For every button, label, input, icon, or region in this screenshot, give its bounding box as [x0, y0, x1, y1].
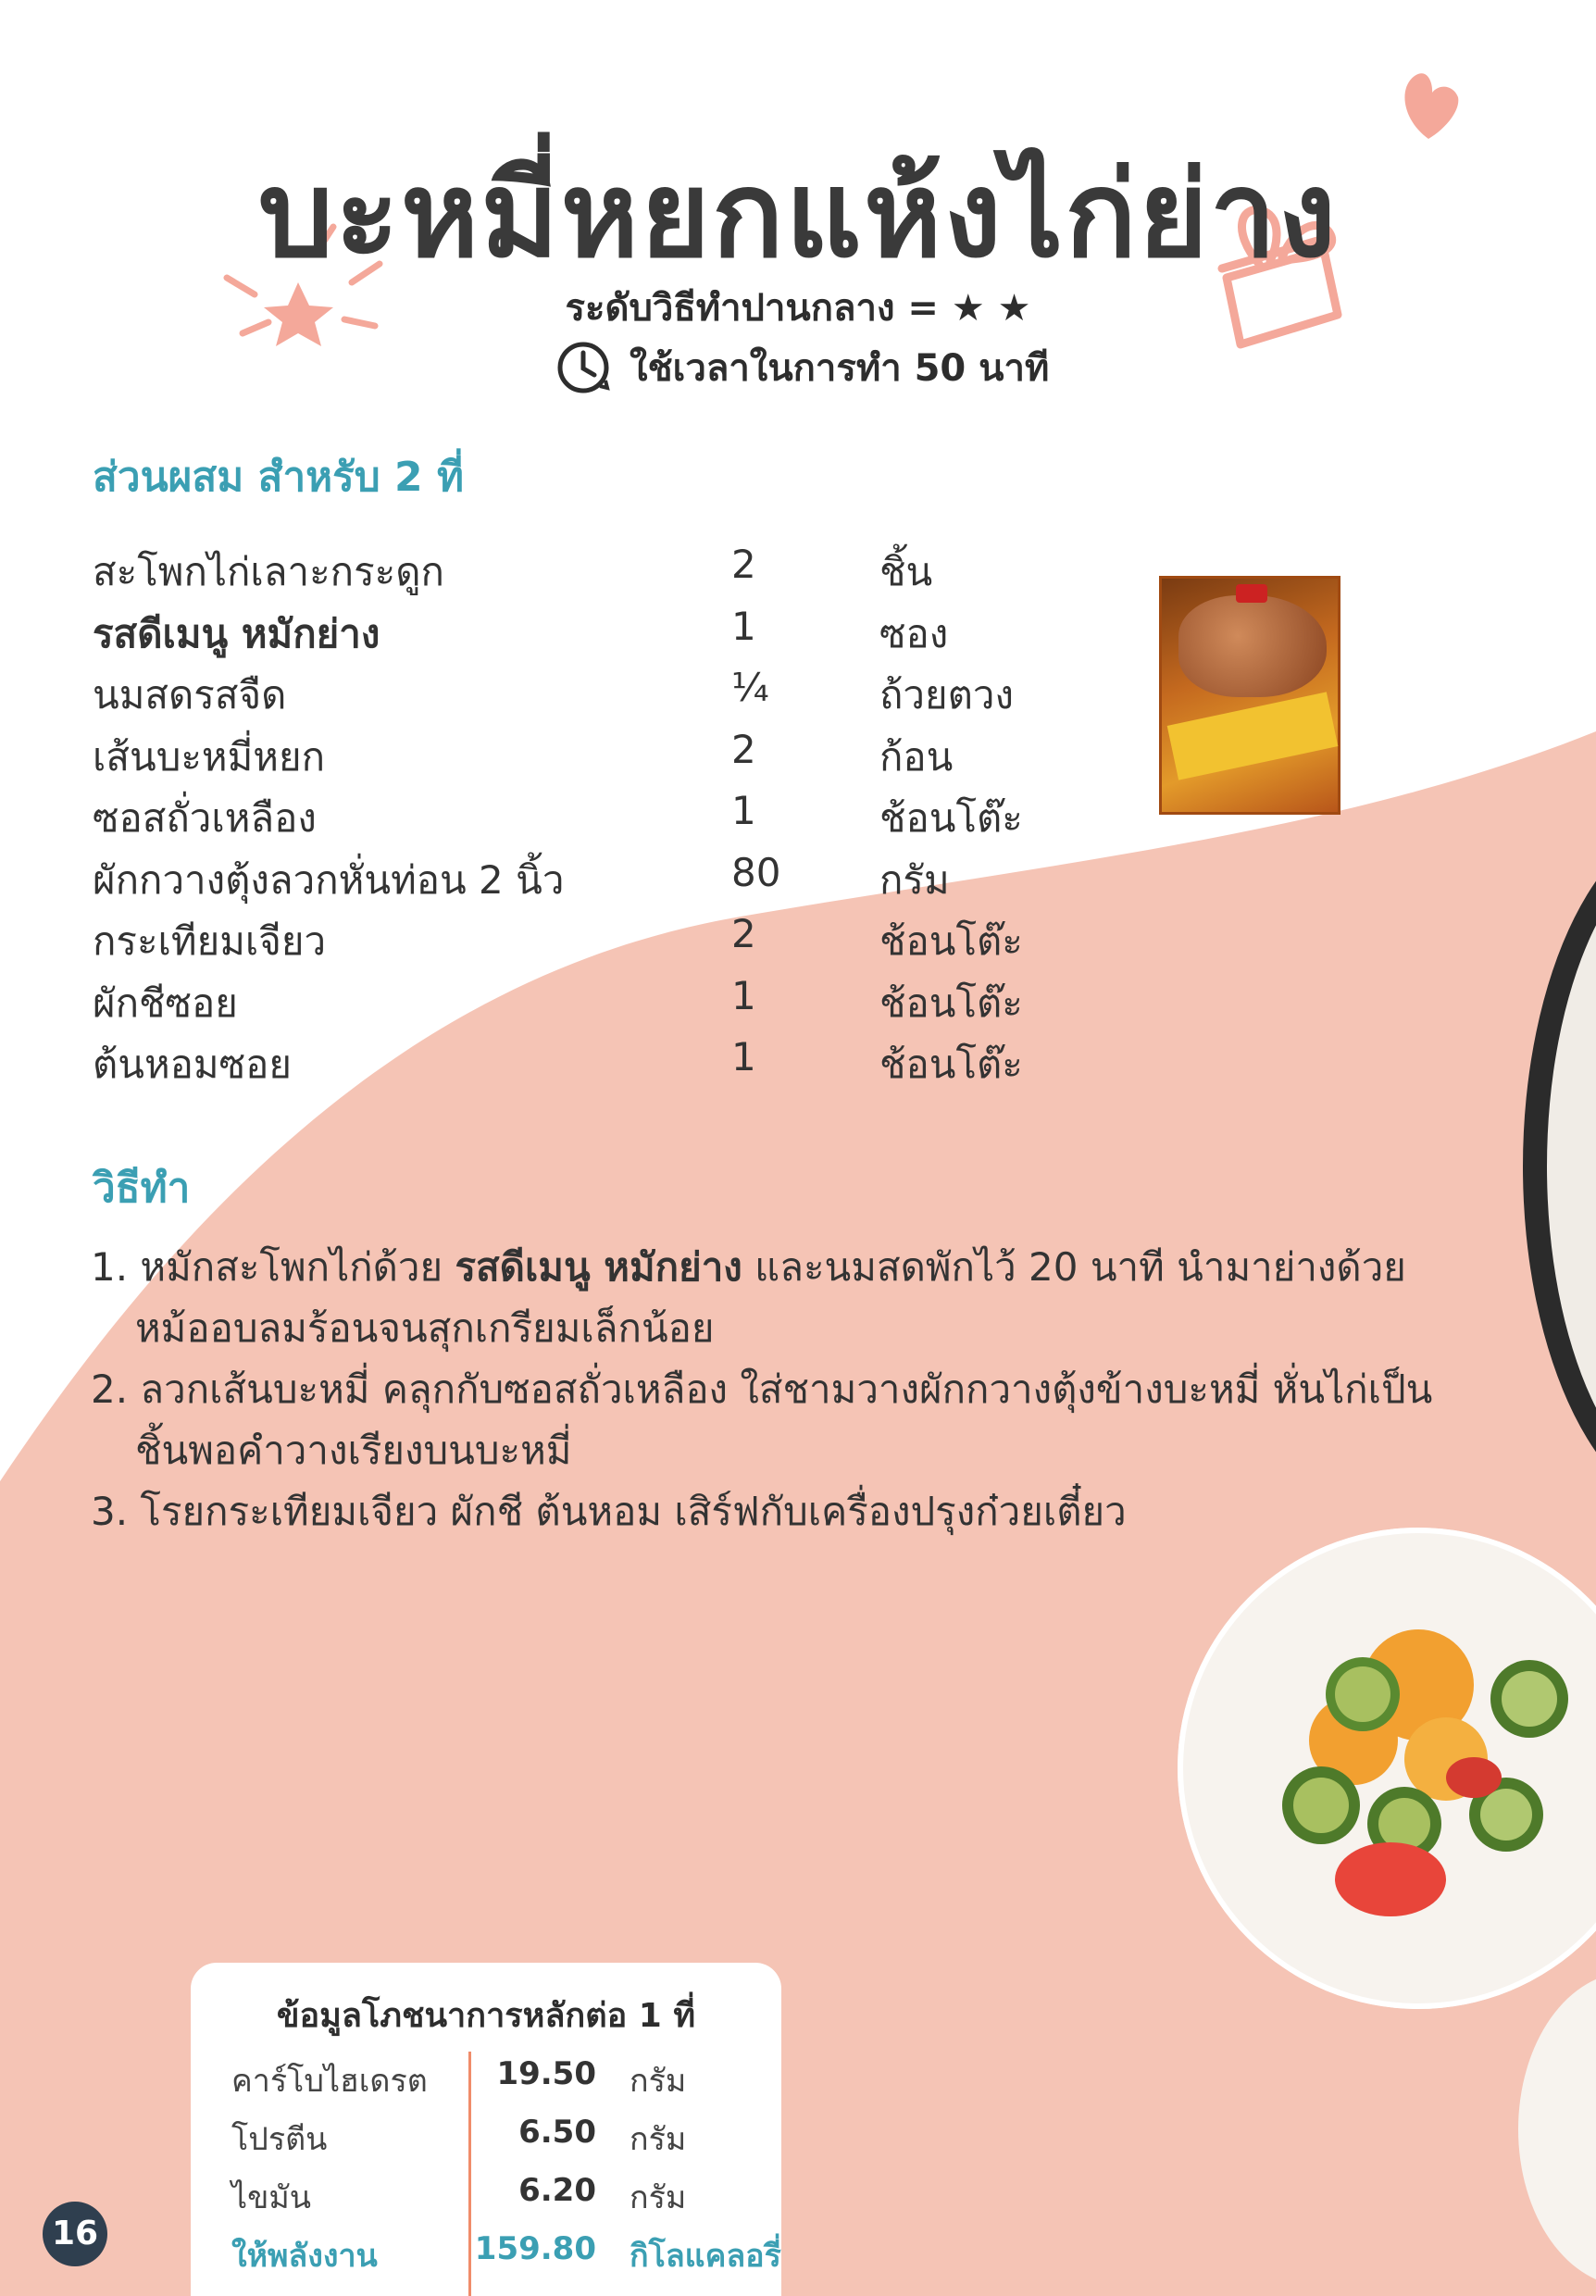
ingredient-unit: ถ้วยตวง: [879, 672, 1014, 718]
ingredient-qty: 1: [731, 788, 756, 833]
ingredients-heading: ส่วนผสม สำหรับ 2 ที่: [93, 454, 464, 501]
nutrient-label: ไขมัน: [231, 2179, 311, 2216]
difficulty-level: ระดับวิธีทำปานกลาง = ★ ★: [565, 287, 1031, 330]
packet-meat-photo: [1178, 595, 1327, 697]
step-text: 3. โรยกระเทียมเจียว ผักชี ต้นหอม เสิร์ฟกับเครื่องปรุงก๋วยเตี๋ยว: [91, 1489, 1127, 1534]
step-text: 2. ลวกเส้นบะหมี่ คลุกกับซอสถั่วเหลือง ใส่ชามวางผักกวางตุ้งข้างบะหมี่ หั่นไก่เป็นชิ้นพอคำวางเรียงบนบะหมี่: [91, 1366, 1433, 1473]
nutrient-unit: กรัม: [630, 2179, 687, 2216]
recipe-title: บะหมี่หยกแห้งไก่ย่าง: [257, 146, 1339, 284]
seasoning-packet-image: [1159, 576, 1340, 815]
nutrition-row: [231, 2114, 750, 2162]
step-product-name: รสดีเมนู หมักย่าง: [455, 1244, 742, 1290]
ingredient-name: ผักชีซอย: [93, 980, 238, 1026]
ingredient-unit: ซอง: [879, 610, 949, 656]
ingredient-name: ซอสถั่วเหลือง: [93, 795, 317, 841]
nutrition-row: [231, 2055, 750, 2103]
ingredient-name: รสดีเมนู หมักย่าง: [93, 610, 380, 656]
ingredient-unit: ช้อนโต๊ะ: [879, 795, 1023, 841]
ingredient-qty: 1: [731, 1034, 756, 1079]
method-step: [91, 1237, 1479, 1359]
ingredient-qty: 80: [731, 849, 781, 895]
brand-logo: [1236, 584, 1267, 603]
ingredient-name: เส้นบะหมี่หยก: [93, 733, 326, 780]
ingredient-qty: 2: [731, 911, 756, 956]
ingredient-unit: ชิ้น: [879, 549, 933, 594]
ingredient-unit: กรัม: [879, 856, 950, 903]
energy-label: ให้พลังงาน: [231, 2238, 378, 2275]
packet-label-band: [1167, 692, 1339, 780]
ingredient-qty: 1: [731, 972, 756, 1018]
step-text: 1. หมักสะโพกไก่ด้วย: [91, 1244, 455, 1290]
page-number: 16: [43, 2202, 107, 2266]
ingredient-unit: ช้อนโต๊ะ: [879, 980, 1023, 1026]
energy-value: 159.80: [474, 2230, 596, 2267]
ingredient-unit: ช้อนโต๊ะ: [879, 1042, 1023, 1087]
ingredient-name: ผักกวางตุ้งลวกหั่นท่อน 2 นิ้ว: [93, 856, 565, 903]
cooking-time: [555, 338, 1049, 397]
ingredient-name: ต้นหอมซอย: [93, 1042, 292, 1087]
nutrient-value: 6.20: [518, 2172, 596, 2209]
method-steps: [91, 1237, 1479, 1542]
ingredient-name: นมสดรสจืด: [93, 672, 287, 718]
ingredient-name: กระเทียมเจียว: [93, 918, 327, 964]
nutrition-energy-row: [231, 2230, 781, 2278]
nutrition-row: [231, 2172, 750, 2220]
nutrient-value: 6.50: [518, 2114, 596, 2151]
nutrient-unit: กรัม: [630, 2121, 687, 2158]
ingredient-qty: ¼: [731, 665, 769, 710]
step-text: และนมสดพักไว้ 20 นาที นำมาย่างด้วยหม้ออบลมร้อนจนสุกเกรียมเล็กน้อย: [135, 1244, 1406, 1351]
ingredient-qty: 1: [731, 603, 756, 649]
nutrient-label: โปรตีน: [231, 2121, 328, 2158]
nutrition-card: [191, 1963, 781, 2296]
method-step: [91, 1359, 1479, 1481]
chili-plate-image: [1178, 1528, 1596, 2009]
nutrient-unit: กรัม: [630, 2063, 687, 2100]
nutrient-value: 19.50: [496, 2055, 596, 2092]
method-heading: วิธีทำ: [93, 1165, 191, 1212]
ingredient-qty: 2: [731, 726, 756, 772]
ingredient-qty: 2: [731, 542, 756, 587]
nutrition-title: ข้อมูลโภชนาการหลักต่อ 1 ที่: [276, 1997, 696, 2035]
cooking-time-text: ใช้เวลาในการทำ 50 นาที: [630, 347, 1050, 390]
energy-unit: กิโลแคลอรี่: [630, 2238, 781, 2275]
ingredient-unit: ก้อน: [879, 733, 954, 780]
method-step: [91, 1481, 1479, 1542]
nutrient-label: คาร์โบไฮเดรต: [231, 2063, 428, 2100]
pickled-chili-illustration: [1178, 1528, 1596, 2009]
ingredient-name: สะโพกไก่เลาะกระดูก: [93, 549, 444, 594]
clock-icon: [555, 340, 611, 395]
ingredient-unit: ช้อนโต๊ะ: [879, 918, 1023, 964]
